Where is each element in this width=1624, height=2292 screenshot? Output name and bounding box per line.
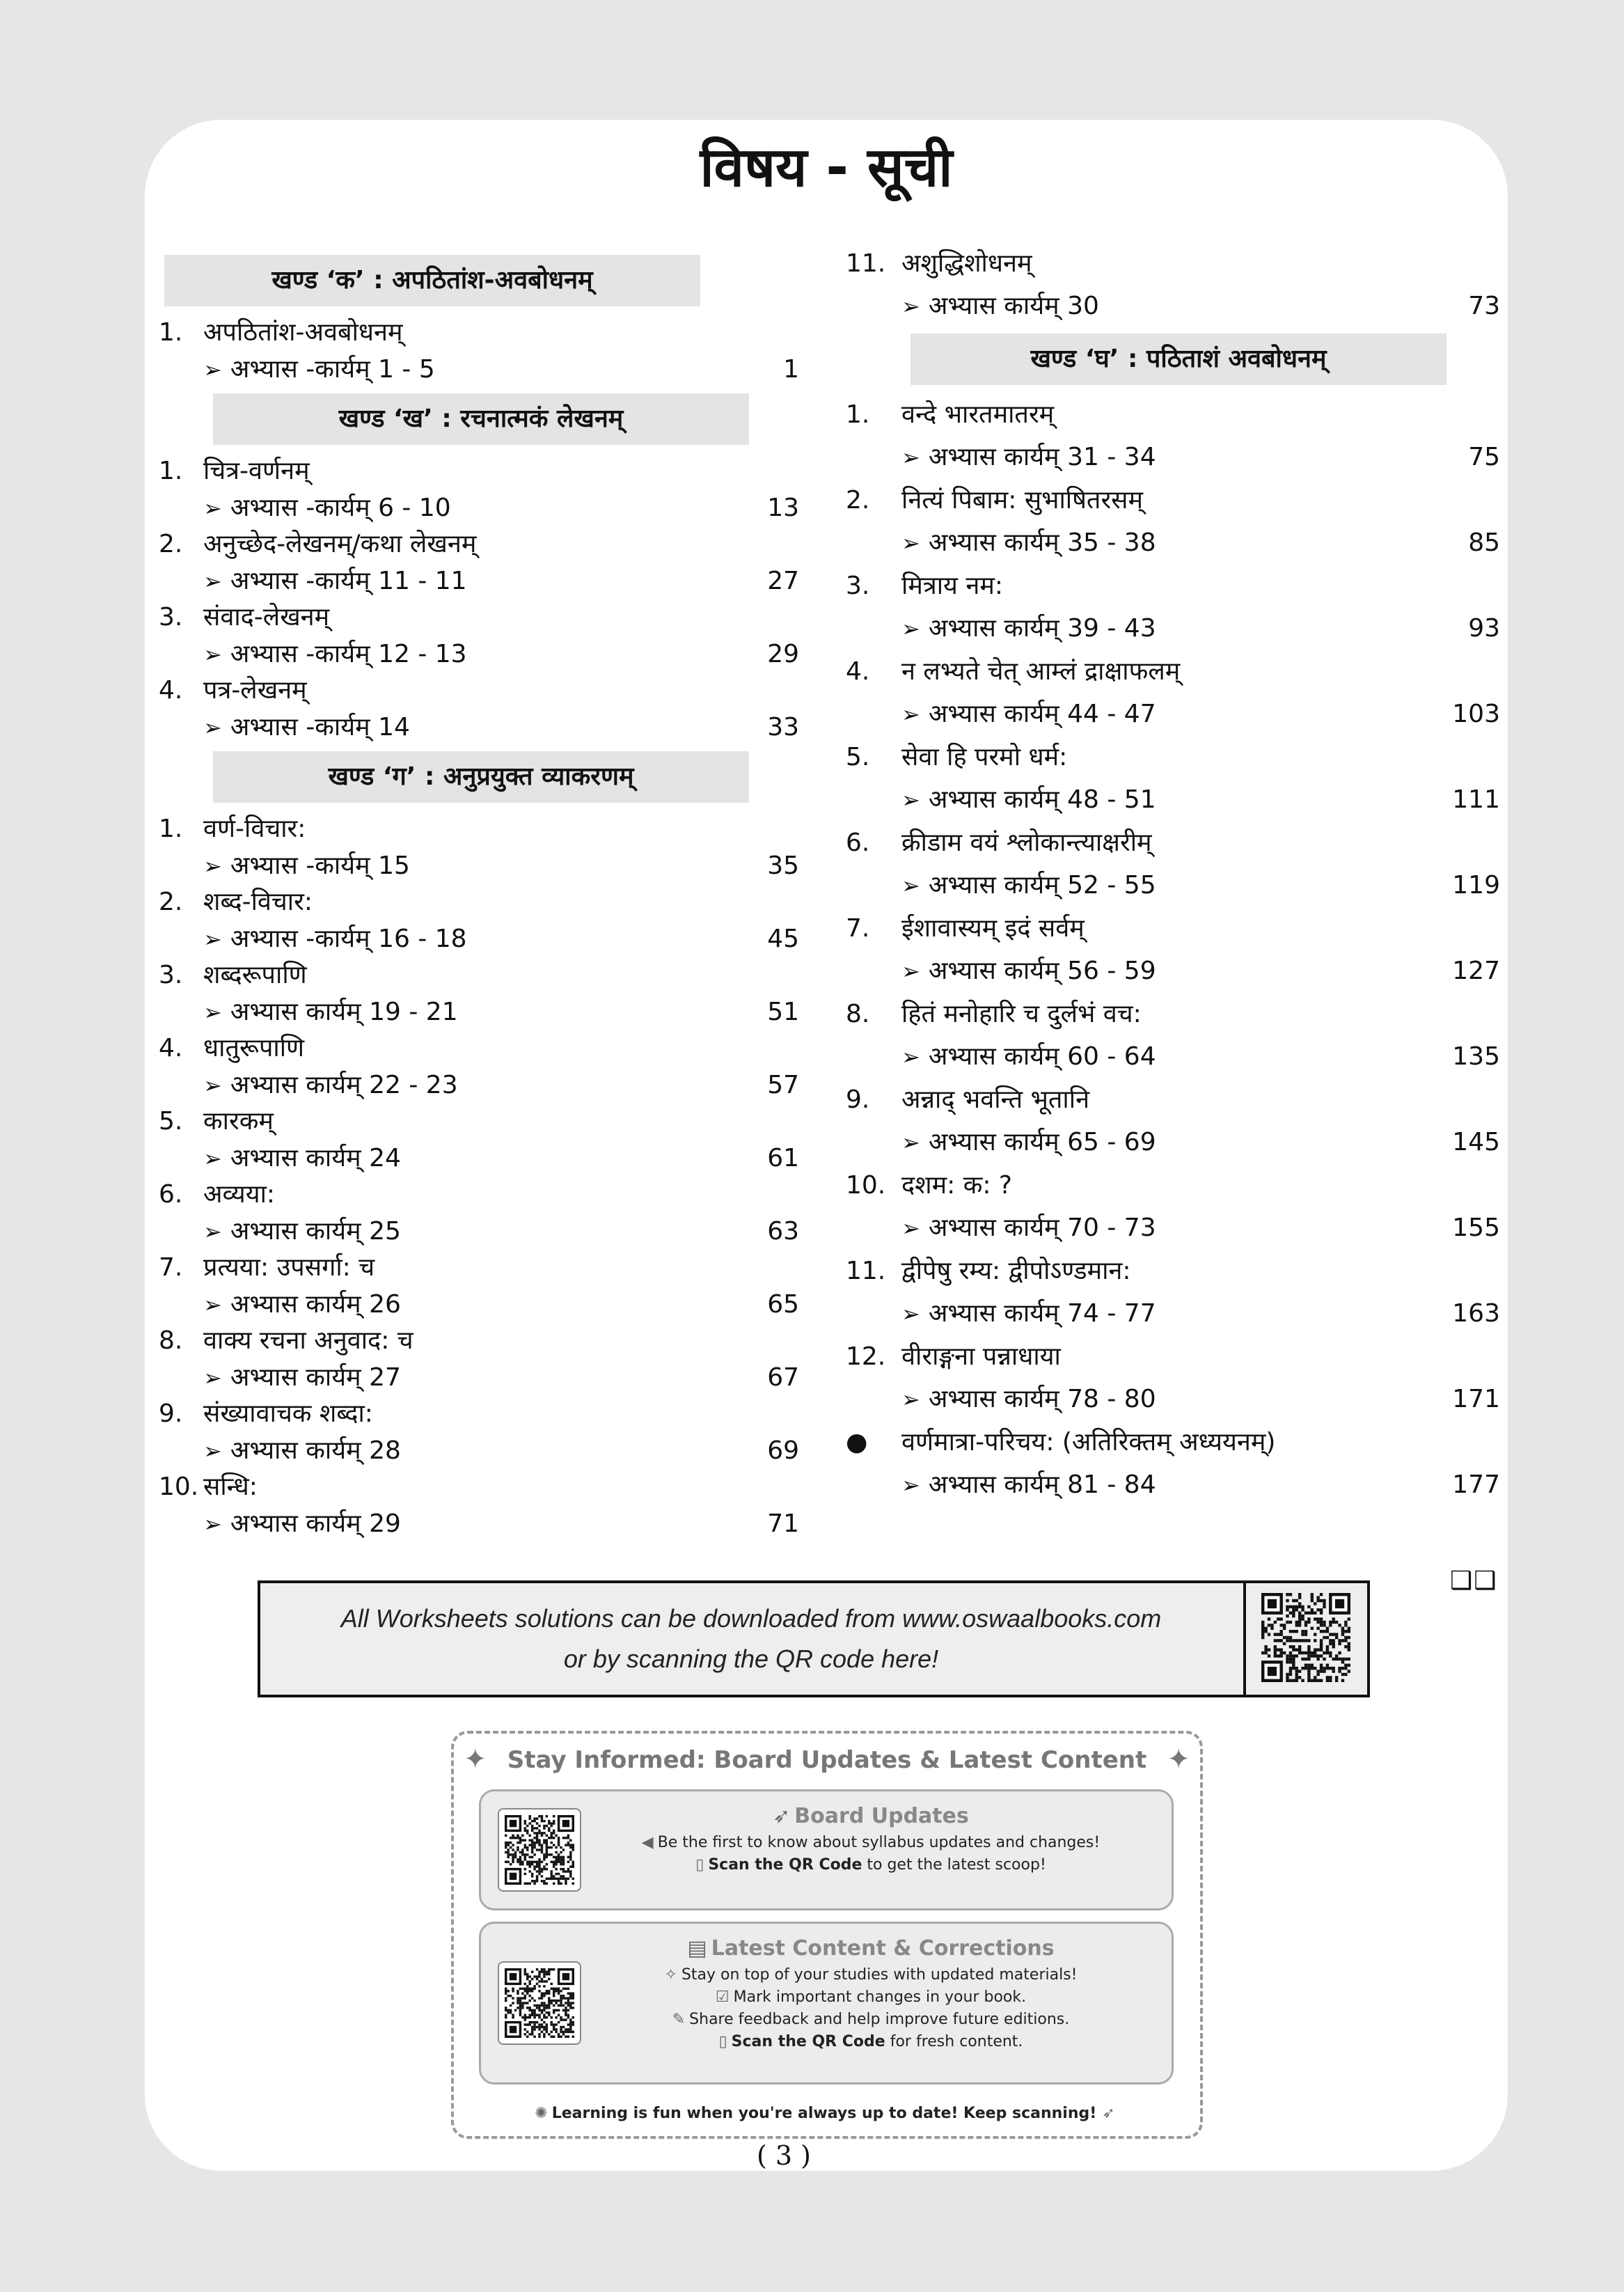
solution-download-box xyxy=(258,1580,1370,1697)
toc-item-label: वाक्य रचना अनुवाद: च xyxy=(203,1326,413,1355)
toc-item-number: 4. xyxy=(846,657,870,686)
toc-item[interactable] xyxy=(846,1250,1500,1292)
toc-item[interactable] xyxy=(159,453,799,489)
toc-exercise-text: अभ्यास कार्यम् 25 xyxy=(230,1217,401,1246)
toc-exercise-label xyxy=(901,1292,1156,1335)
toc-item[interactable] xyxy=(846,565,1500,607)
toc-exercise-label xyxy=(203,636,467,673)
arrow-icon: ➢ xyxy=(203,356,222,383)
toc-item-label: वर्णमात्रा-परिचय: (अतिरिक्तम् अध्ययनम्) xyxy=(901,1428,1276,1457)
toc-exercise-label xyxy=(901,1121,1156,1164)
arrow-icon: ➢ xyxy=(901,1301,920,1327)
board-updates-line-1: Be the first to know about syllabus updates and changes! xyxy=(657,1834,1101,1851)
toc-item-number: 2. xyxy=(846,486,870,515)
stay-informed-panel xyxy=(451,1731,1203,2139)
toc-exercise-text: अभ्यास कार्यम् 74 - 77 xyxy=(928,1299,1156,1328)
toc-page-number: 171 xyxy=(1452,1385,1500,1413)
toc-page-number: 65 xyxy=(767,1290,799,1319)
toc-exercise-label xyxy=(901,1463,1156,1507)
toc-item-label: क्रीडाम वयं श्लोकान्त्याक्षरीम् xyxy=(901,829,1152,857)
toc-exercise-row[interactable] xyxy=(159,709,799,746)
arrow-icon: ➢ xyxy=(901,787,920,813)
toc-item-label: शब्दरूपाणि xyxy=(203,961,307,989)
toc-exercise-text: अभ्यास कार्यम् 19 - 21 xyxy=(230,998,458,1026)
toc-exercise-label xyxy=(901,607,1156,650)
toc-exercise-label xyxy=(203,1359,401,1397)
arrow-icon: ➢ xyxy=(901,1386,920,1413)
toc-exercise-text: अभ्यास कार्यम् 35 - 38 xyxy=(928,528,1156,557)
toc-item-number: 2. xyxy=(159,530,183,558)
toc-exercise-row[interactable] xyxy=(159,920,799,957)
arrow-icon: ➢ xyxy=(901,1129,920,1156)
toc-page-number: 13 xyxy=(767,494,799,522)
toc-exercise-text: अभ्यास -कार्यम् 11 - 11 xyxy=(230,567,467,595)
toc-exercise-row[interactable] xyxy=(159,1140,799,1177)
toc-page-number: 163 xyxy=(1452,1299,1500,1328)
toc-exercise-text: अभ्यास कार्यम् 22 - 23 xyxy=(230,1071,458,1099)
toc-page-number: 155 xyxy=(1452,1214,1500,1242)
toc-item-number: 8. xyxy=(846,1000,870,1028)
toc-exercise-row[interactable] xyxy=(159,1432,799,1469)
toc-exercise-text: अभ्यास -कार्यम् 1 - 5 xyxy=(230,355,435,384)
books-icon: ▤ xyxy=(687,1936,707,1961)
solution-line-1: All Worksheets solutions can be downloaded from www.oswaalbooks.com xyxy=(340,1604,1162,1633)
toc-exercise-label xyxy=(203,1432,401,1470)
toc-exercise-text: अभ्यास -कार्यम् 6 - 10 xyxy=(230,494,451,522)
toc-exercise-text: अभ्यास -कार्यम् 14 xyxy=(230,713,410,741)
toc-exercise-row[interactable] xyxy=(846,1292,1500,1335)
toc-item-number: 3. xyxy=(159,961,183,989)
toc-exercise-row[interactable] xyxy=(159,994,799,1030)
toc-exercise-row[interactable] xyxy=(159,489,799,526)
toc-exercise-row[interactable] xyxy=(846,1035,1500,1078)
toc-exercise-label xyxy=(901,778,1156,822)
toc-item-number: 9. xyxy=(846,1085,870,1114)
toc-item-number: 2. xyxy=(159,888,183,916)
board-updates-heading: Board Updates xyxy=(794,1804,969,1828)
toc-left-column xyxy=(159,249,799,1542)
toc-item[interactable] xyxy=(159,957,799,994)
toc-page-number: 93 xyxy=(1468,614,1500,643)
toc-exercise-text: अभ्यास कार्यम् 56 - 59 xyxy=(928,957,1156,985)
toc-page-number: 1 xyxy=(783,355,799,384)
toc-item[interactable] xyxy=(159,673,799,709)
toc-page-number: 35 xyxy=(767,851,799,880)
toc-exercise-text: अभ्यास कार्यम् 31 - 34 xyxy=(928,443,1156,471)
toc-item-label: पत्र-लेखनम् xyxy=(203,676,307,705)
toc-item[interactable] xyxy=(159,1323,799,1359)
toc-exercise-label xyxy=(203,1286,401,1324)
latest-content-line-1: Stay on top of your studies with updated materials! xyxy=(681,1966,1078,1984)
toc-exercise-row[interactable] xyxy=(846,285,1500,328)
toc-exercise-text: अभ्यास कार्यम् 52 - 55 xyxy=(928,871,1156,900)
arrow-icon: ➢ xyxy=(901,958,920,984)
stay-informed-footer xyxy=(454,2105,1200,2122)
arrow-icon: ➢ xyxy=(203,1072,222,1099)
toc-exercise-label xyxy=(203,351,435,388)
toc-page-number: 127 xyxy=(1452,957,1500,985)
arrow-icon: ➢ xyxy=(901,1215,920,1241)
toc-item[interactable] xyxy=(846,1421,1500,1463)
toc-item[interactable] xyxy=(846,907,1500,950)
toc-item[interactable] xyxy=(159,1396,799,1432)
toc-exercise-row[interactable] xyxy=(846,950,1500,993)
toc-exercise-text: अभ्यास कार्यम् 24 xyxy=(230,1144,401,1172)
arrow-icon: ➢ xyxy=(901,530,920,556)
toc-exercise-text: अभ्यास कार्यम् 26 xyxy=(230,1290,401,1319)
toc-item-number: ● xyxy=(846,1428,868,1457)
toc-item-label: नित्यं पिबाम: सुभाषितरसम् xyxy=(901,486,1144,515)
arrow-icon: ➢ xyxy=(203,926,222,952)
arrow-icon: ➢ xyxy=(203,1438,222,1464)
toc-exercise-row[interactable] xyxy=(159,1505,799,1542)
toc-exercise-text: अभ्यास कार्यम् 60 - 64 xyxy=(928,1042,1156,1071)
toc-exercise-text: अभ्यास कार्यम् 39 - 43 xyxy=(928,614,1156,643)
arrow-icon: ➢ xyxy=(901,872,920,899)
phone-icon: ▯ xyxy=(718,2033,727,2050)
toc-item[interactable] xyxy=(159,315,799,351)
sparkle-icon: ✧ xyxy=(664,1966,677,1984)
toc-item-number: 1. xyxy=(159,457,183,485)
checkbox-icon: ☑ xyxy=(715,1988,730,2006)
footer-text: Learning is fun when you're always up to date! Keep scanning! xyxy=(551,2105,1097,2122)
toc-item-label: अशुद्धिशोधनम् xyxy=(901,249,1032,278)
toc-exercise-text: अभ्यास कार्यम् 28 xyxy=(230,1436,401,1465)
toc-right-column xyxy=(846,242,1500,1507)
arrow-icon: ➢ xyxy=(203,1365,222,1391)
latest-content-line-4: for fresh content. xyxy=(885,2033,1023,2050)
toc-item[interactable] xyxy=(846,242,1500,285)
toc-page-number: 57 xyxy=(767,1071,799,1099)
toc-exercise-label xyxy=(901,693,1156,736)
toc-item-number: 3. xyxy=(846,572,870,600)
toc-page-number: 71 xyxy=(767,1509,799,1538)
qr-code-icon[interactable] xyxy=(1261,1593,1350,1682)
toc-exercise-text: अभ्यास कार्यम् 27 xyxy=(230,1363,401,1392)
toc-exercise-row[interactable] xyxy=(846,1463,1500,1507)
toc-item-label: हितं मनोहारि च दुर्लभं वच: xyxy=(901,1000,1142,1028)
latest-content-heading: Latest Content & Corrections xyxy=(711,1936,1055,1961)
toc-exercise-row[interactable] xyxy=(846,1378,1500,1421)
arrow-icon: ➢ xyxy=(203,999,222,1026)
toc-item[interactable] xyxy=(159,1104,799,1140)
arrow-icon: ➢ xyxy=(203,1292,222,1318)
toc-exercise-label xyxy=(901,864,1156,907)
toc-item[interactable] xyxy=(846,993,1500,1035)
latest-content-line-3: Share feedback and help improve future editions. xyxy=(689,2011,1070,2028)
toc-exercise-text: अभ्यास कार्यम् 30 xyxy=(928,292,1099,320)
toc-page-number: 177 xyxy=(1452,1470,1500,1499)
toc-page-number: 27 xyxy=(767,567,799,595)
qr-divider xyxy=(1243,1583,1246,1695)
toc-page-number: 73 xyxy=(1468,292,1500,320)
toc-item-number: 5. xyxy=(846,743,870,771)
section-heading: खण्ड ‘घ’ : पठिताशं अवबोधनम् xyxy=(910,333,1446,385)
toc-page-number: 67 xyxy=(767,1363,799,1392)
toc-item-label: प्रत्यया: उपसर्गा: च xyxy=(203,1253,375,1282)
toc-exercise-row[interactable] xyxy=(846,1121,1500,1164)
toc-item-number: 1. xyxy=(159,815,183,843)
toc-exercise-text: अभ्यास कार्यम् 65 - 69 xyxy=(928,1128,1156,1156)
toc-exercise-text: अभ्यास कार्यम् 70 - 73 xyxy=(928,1214,1156,1242)
toc-item-number: 3. xyxy=(159,603,183,631)
toc-item-number: 6. xyxy=(159,1180,183,1209)
toc-item[interactable] xyxy=(159,811,799,847)
toc-item-label: सन्धि: xyxy=(203,1473,258,1501)
board-updates-card xyxy=(479,1789,1174,1910)
toc-page-number: 103 xyxy=(1452,700,1500,728)
toc-item-label: संख्यावाचक शब्दा: xyxy=(203,1399,373,1428)
toc-exercise-text: अभ्यास कार्यम् 44 - 47 xyxy=(928,700,1156,728)
toc-item[interactable] xyxy=(846,650,1500,693)
toc-item-number: 10. xyxy=(846,1171,886,1200)
toc-exercise-row[interactable] xyxy=(159,1213,799,1250)
toc-exercise-label xyxy=(203,563,467,600)
toc-item-number: 7. xyxy=(846,914,870,943)
toc-page-number: 45 xyxy=(767,925,799,953)
toc-item-number: 11. xyxy=(846,1257,886,1285)
toc-item[interactable] xyxy=(846,1335,1500,1378)
toc-exercise-label xyxy=(203,1213,401,1250)
arrow-icon: ➢ xyxy=(901,293,920,320)
solution-text xyxy=(260,1599,1242,1679)
toc-exercise-text: अभ्यास कार्यम् 81 - 84 xyxy=(928,1470,1156,1499)
toc-item[interactable] xyxy=(159,1250,799,1286)
toc-item[interactable] xyxy=(159,599,799,636)
toc-item-label: न लभ्यते चेत् आम्लं द्राक्षाफलम् xyxy=(901,657,1181,686)
toc-exercise-text: अभ्यास कार्यम् 29 xyxy=(230,1509,401,1538)
rocket-icon: ➶ xyxy=(773,1804,791,1828)
toc-exercise-label xyxy=(203,709,410,746)
toc-exercise-row[interactable] xyxy=(846,436,1500,479)
arrow-icon: ➢ xyxy=(203,1145,222,1172)
toc-exercise-label xyxy=(901,1207,1156,1250)
end-squares: ❑❑ xyxy=(1450,1567,1498,1595)
toc-exercise-row[interactable] xyxy=(846,778,1500,822)
toc-exercise-row[interactable] xyxy=(846,864,1500,907)
toc-item-label: वीराङ्गना पन्नाधाया xyxy=(901,1342,1061,1371)
toc-item-label: धातुरूपाणि xyxy=(203,1034,305,1062)
toc-item-label: अन्नाद् भवन्ति भूतानि xyxy=(901,1085,1090,1114)
toc-item[interactable] xyxy=(159,1177,799,1213)
toc-item[interactable] xyxy=(159,884,799,920)
page-title: विषय - सूची xyxy=(700,136,953,199)
arrow-icon: ➢ xyxy=(203,853,222,879)
toc-item-label: कारकम् xyxy=(203,1107,274,1136)
toc-page-number: 85 xyxy=(1468,528,1500,557)
toc-exercise-row[interactable] xyxy=(846,607,1500,650)
arrow-icon: ➢ xyxy=(203,1511,222,1537)
toc-exercise-label xyxy=(901,285,1099,328)
board-updates-line-2: to get the latest scoop! xyxy=(862,1856,1046,1874)
toc-exercise-text: अभ्यास कार्यम् 48 - 51 xyxy=(928,785,1156,814)
arrow-icon: ➢ xyxy=(203,641,222,668)
phone-icon: ▯ xyxy=(695,1856,704,1874)
rocket-icon: ➶ xyxy=(1102,2105,1115,2122)
arrow-icon: ➢ xyxy=(901,615,920,642)
toc-page-number: 63 xyxy=(767,1217,799,1246)
toc-exercise-row[interactable] xyxy=(159,1286,799,1323)
toc-item[interactable] xyxy=(846,1164,1500,1207)
toc-page-number: 69 xyxy=(767,1436,799,1465)
toc-exercise-label xyxy=(203,994,458,1031)
stay-informed-title: Stay Informed: Board Updates & Latest Content xyxy=(507,1746,1147,1774)
toc-exercise-row[interactable] xyxy=(159,1359,799,1396)
latest-content-line-2: Mark important changes in your book. xyxy=(733,1988,1027,2006)
toc-item[interactable] xyxy=(846,822,1500,864)
toc-item[interactable] xyxy=(159,1030,799,1067)
toc-item-number: 7. xyxy=(159,1253,183,1282)
toc-exercise-label xyxy=(901,950,1156,993)
toc-exercise-row[interactable] xyxy=(159,563,799,599)
toc-item[interactable] xyxy=(846,1078,1500,1121)
toc-page-number: 119 xyxy=(1452,871,1500,900)
party-popper-icon: ✦ xyxy=(1167,1743,1190,1775)
toc-item[interactable] xyxy=(846,736,1500,778)
scan-qr-bold: Scan the QR Code xyxy=(708,1856,862,1874)
toc-item-label: मित्राय नम: xyxy=(901,572,1004,600)
toc-item-label: वर्ण-विचार: xyxy=(203,815,306,843)
toc-exercise-row[interactable] xyxy=(159,636,799,673)
toc-item-label: वन्दे भारतमातरम् xyxy=(901,400,1055,429)
toc-exercise-row[interactable] xyxy=(846,521,1500,565)
toc-exercise-label xyxy=(203,1067,458,1104)
toc-item-label: चित्र-वर्णनम् xyxy=(203,457,310,485)
latest-content-card xyxy=(479,1922,1174,2085)
toc-exercise-row[interactable] xyxy=(846,1207,1500,1250)
toc-exercise-label xyxy=(203,1505,401,1543)
toc-exercise-text: अभ्यास -कार्यम् 15 xyxy=(230,851,410,880)
toc-item-number: 12. xyxy=(846,1342,886,1371)
toc-item-label: अनुच्छेद-लेखनम्/कथा लेखनम् xyxy=(203,530,477,558)
toc-item-number: 6. xyxy=(846,829,870,857)
toc-item-label: ईशावास्यम् इदं सर्वम् xyxy=(901,914,1085,943)
toc-item[interactable] xyxy=(159,1469,799,1505)
toc-exercise-label xyxy=(901,1378,1156,1421)
toc-item[interactable] xyxy=(159,526,799,563)
toc-item-number: 9. xyxy=(159,1399,183,1428)
toc-item-label: दशम: क: ? xyxy=(901,1171,1013,1200)
toc-page-number: 33 xyxy=(767,713,799,741)
lightbulb-icon: ✺ xyxy=(535,2105,548,2122)
toc-item-number: 10. xyxy=(159,1473,199,1501)
page-number: ( 3 ) xyxy=(757,2140,811,2171)
toc-exercise-text: अभ्यास कार्यम् 78 - 80 xyxy=(928,1385,1156,1413)
toc-item-number: 11. xyxy=(846,249,886,278)
toc-exercise-label xyxy=(901,1035,1156,1078)
toc-item-label: अव्यया: xyxy=(203,1180,276,1209)
toc-item-label: अपठितांश-अवबोधनम् xyxy=(203,318,403,347)
toc-exercise-row[interactable] xyxy=(159,847,799,884)
toc-item-number: 5. xyxy=(159,1107,183,1136)
toc-item-label: संवाद-लेखनम् xyxy=(203,603,330,631)
toc-page-number: 111 xyxy=(1452,785,1500,814)
solution-line-2: or by scanning the QR code here! xyxy=(563,1645,939,1673)
party-popper-icon: ✦ xyxy=(464,1743,487,1775)
toc-exercise-label xyxy=(901,436,1156,479)
section-heading: खण्ड ‘क’ : अपठितांश-अवबोधनम् xyxy=(164,255,700,306)
section-heading: खण्ड ‘ख’ : रचनात्मकं लेखनम् xyxy=(213,393,749,445)
toc-exercise-row[interactable] xyxy=(846,693,1500,736)
toc-page-number: 145 xyxy=(1452,1128,1500,1156)
toc-exercise-label xyxy=(203,920,467,958)
toc-item-number: 1. xyxy=(159,318,183,347)
toc-page-number: 51 xyxy=(767,998,799,1026)
toc-exercise-text: अभ्यास -कार्यम् 12 - 13 xyxy=(230,640,467,668)
toc-item-label: द्वीपेषु रम्य: द्वीपोऽण्डमान: xyxy=(901,1257,1131,1285)
toc-page-number: 29 xyxy=(767,640,799,668)
toc-exercise-label xyxy=(901,521,1156,565)
arrow-icon: ➢ xyxy=(901,701,920,728)
section-heading: खण्ड ‘ग’ : अनुप्रयुक्त व्याकरणम् xyxy=(213,751,749,803)
toc-item-number: 4. xyxy=(159,676,183,705)
toc-exercise-text: अभ्यास -कार्यम् 16 - 18 xyxy=(230,925,467,953)
arrow-icon: ➢ xyxy=(203,714,222,741)
toc-item-number: 4. xyxy=(159,1034,183,1062)
memo-icon: ✎ xyxy=(672,2011,686,2028)
toc-item-number: 8. xyxy=(159,1326,183,1355)
toc-item-label: सेवा हि परमो धर्म: xyxy=(901,743,1068,771)
arrow-icon: ➢ xyxy=(901,1472,920,1498)
arrow-icon: ➢ xyxy=(901,444,920,471)
toc-item-number: 1. xyxy=(846,400,870,429)
toc-exercise-row[interactable] xyxy=(159,1067,799,1104)
toc-item[interactable] xyxy=(846,393,1500,436)
scan-qr-bold: Scan the QR Code xyxy=(731,2033,885,2050)
toc-item-label: शब्द-विचार: xyxy=(203,888,313,916)
board-updates-qr-icon[interactable] xyxy=(498,1808,581,1892)
toc-item[interactable] xyxy=(846,479,1500,521)
toc-page-number: 135 xyxy=(1452,1042,1500,1071)
toc-exercise-row[interactable] xyxy=(159,351,799,388)
arrow-icon: ➢ xyxy=(203,495,222,521)
megaphone-icon: ◀ xyxy=(641,1834,654,1851)
toc-page-number: 61 xyxy=(767,1144,799,1172)
arrow-icon: ➢ xyxy=(203,1218,222,1245)
arrow-icon: ➢ xyxy=(901,1044,920,1070)
toc-exercise-label xyxy=(203,847,410,885)
latest-content-qr-icon[interactable] xyxy=(498,1961,581,2045)
toc-page-number: 75 xyxy=(1468,443,1500,471)
toc-exercise-label xyxy=(203,489,451,527)
arrow-icon: ➢ xyxy=(203,568,222,595)
toc-exercise-label xyxy=(203,1140,401,1177)
